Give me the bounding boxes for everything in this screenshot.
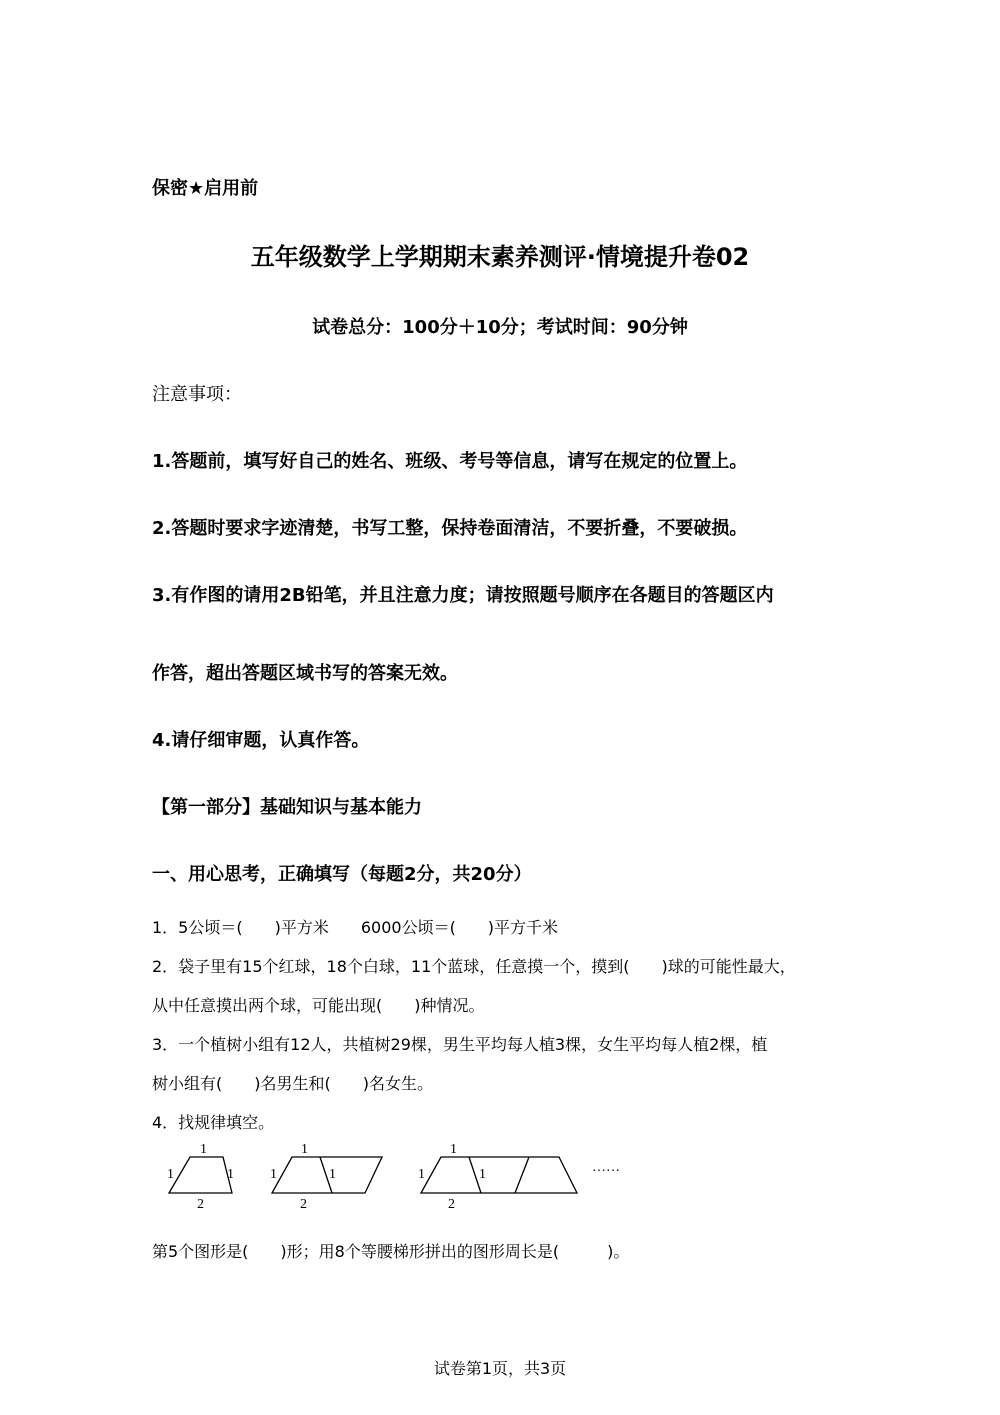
fig1-top-label: 1 — [200, 1142, 207, 1157]
fig2-left-label: 1 — [270, 1167, 277, 1182]
question-2-line-2: 从中任意摸出两个球，可能出现( )种情况。 — [152, 996, 485, 1015]
trapezoid-3-outline — [421, 1157, 577, 1193]
figure-ellipsis: …… — [592, 1160, 620, 1175]
question-1: 1．5公顷＝( )平方米 6000公顷＝( )平方千米 — [152, 918, 559, 937]
trapezoid-2-outline — [272, 1157, 382, 1193]
notice-item-4: 4.请仔细审题，认真作答。 — [152, 730, 370, 751]
fig2-middle-label: 1 — [329, 1167, 336, 1182]
notice-item-3: 3.有作图的请用2B铅笔，并且注意力度；请按照题号顺序在各题目的答题区内 — [152, 585, 774, 606]
fig3-top-label: 1 — [450, 1142, 457, 1157]
trapezoid-3-divider-2 — [515, 1157, 529, 1193]
notice-item-2: 2.答题时要求字迹清楚，书写工整，保持卷面清洁，不要折叠，不要破损。 — [152, 518, 748, 539]
question-2-line-1: 2．袋子里有15个红球，18个白球，11个蓝球，任意摸一个，摸到( )球的可能性最大， — [152, 957, 796, 976]
notice-item-1: 1.答题前，填写好自己的姓名、班级、考号等信息，请写在规定的位置上。 — [152, 451, 748, 472]
fig3-left-label: 1 — [418, 1167, 425, 1182]
notice-item-3-continued: 作答，超出答题区域书写的答案无效。 — [152, 663, 458, 684]
question-4: 4．找规律填空。 — [152, 1113, 275, 1132]
trapezoid-pattern-figure — [160, 1140, 640, 1215]
fig2-bottom-label: 2 — [300, 1197, 307, 1212]
fig3-middle-label: 1 — [479, 1167, 486, 1182]
fig2-top-label: 1 — [301, 1142, 308, 1157]
exam-subtitle: 试卷总分：100分＋10分；考试时间：90分钟 — [312, 317, 688, 338]
part-heading: 【第一部分】基础知识与基本能力 — [152, 797, 422, 818]
exam-title: 五年级数学上学期期末素养测评·情境提升卷02 — [250, 243, 750, 271]
fig1-bottom-label: 2 — [197, 1197, 204, 1212]
fig1-right-label: 1 — [227, 1167, 234, 1182]
confidential-label: 保密★启用前 — [152, 178, 259, 199]
section-heading: 一、用心思考，正确填写（每题2分，共20分） — [152, 864, 532, 885]
page-footer: 试卷第1页，共3页 — [433, 1359, 567, 1378]
question-4-answer-line: 第5个图形是( )形；用8个等腰梯形拼出的图形周长是( )。 — [152, 1242, 630, 1261]
fig1-left-label: 1 — [167, 1167, 174, 1182]
notice-heading: 注意事项： — [152, 384, 242, 405]
question-3-line-2: 树小组有( )名男生和( )名女生。 — [152, 1074, 433, 1093]
trapezoid-1 — [169, 1157, 232, 1193]
question-3-line-1: 3．一个植树小组有12人，共植树29棵，男生平均每人植3棵，女生平均每人植2棵，植 — [152, 1035, 768, 1054]
fig3-bottom-label: 2 — [448, 1197, 455, 1212]
